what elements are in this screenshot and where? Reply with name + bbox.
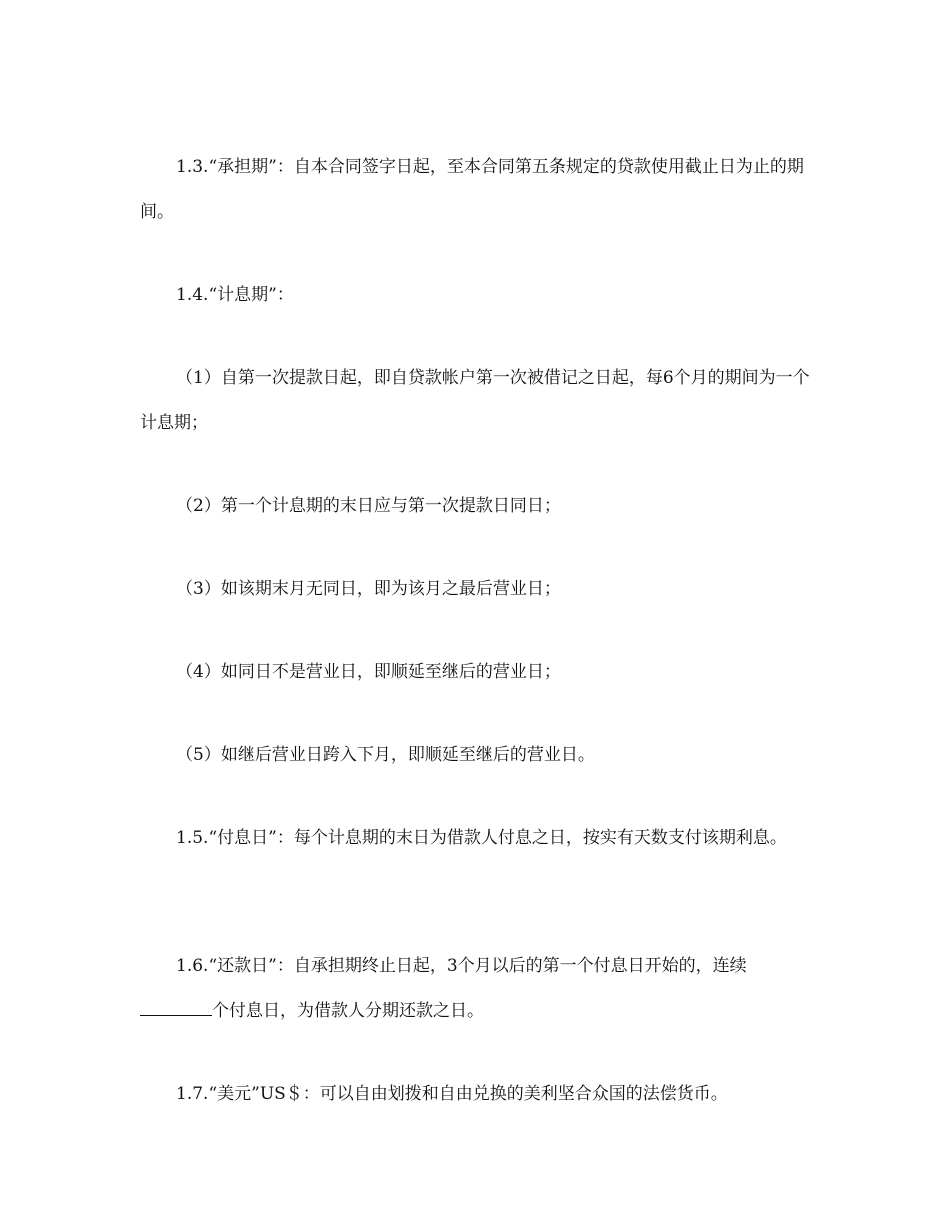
- clause-1-4-item-3: （3）如该期末月无同日，即为该月之最后营业日；: [176, 579, 561, 599]
- clause-1-5: 1.5.“付息日”：每个计息期的末日为借款人付息之日，按实有天数支付该期利息。: [176, 828, 787, 848]
- clause-1-6-tail: 个付息日，为借款人分期还款之日。: [212, 1001, 484, 1021]
- clause-1-3: 1.3.“承担期”：自本合同签字日起，至本合同第五条规定的贷款使用截止日为止的期间。: [140, 157, 804, 222]
- clause-1-4-item-2: （2）第一个计息期的末日应与第一次提款日同日；: [176, 496, 561, 516]
- fill-in-blank: [140, 1001, 212, 1016]
- clause-1-6-text: 1.6.“还款日”：自承担期终止日起，3个月以后的第一个付息日开始的，连续: [176, 956, 747, 976]
- clause-1-4-item-4: （4）如同日不是营业日，即顺延至继后的营业日；: [176, 662, 561, 682]
- clause-1-4-item-1: （1）自第一次提款日起，即自贷款帐户第一次被借记之日起，每6个月的期间为一个计息期；: [140, 368, 810, 433]
- clause-1-4: 1.4.“计息期”：: [176, 285, 294, 305]
- clause-1-7: 1.7.“美元”US＄：可以自由划拨和自由兑换的美利坚合众国的法偿货币。: [176, 1084, 728, 1104]
- clause-1-4-item-5: （5）如继后营业日跨入下月，即顺延至继后的营业日。: [176, 745, 595, 765]
- clause-1-6: [140, 944, 812, 1034]
